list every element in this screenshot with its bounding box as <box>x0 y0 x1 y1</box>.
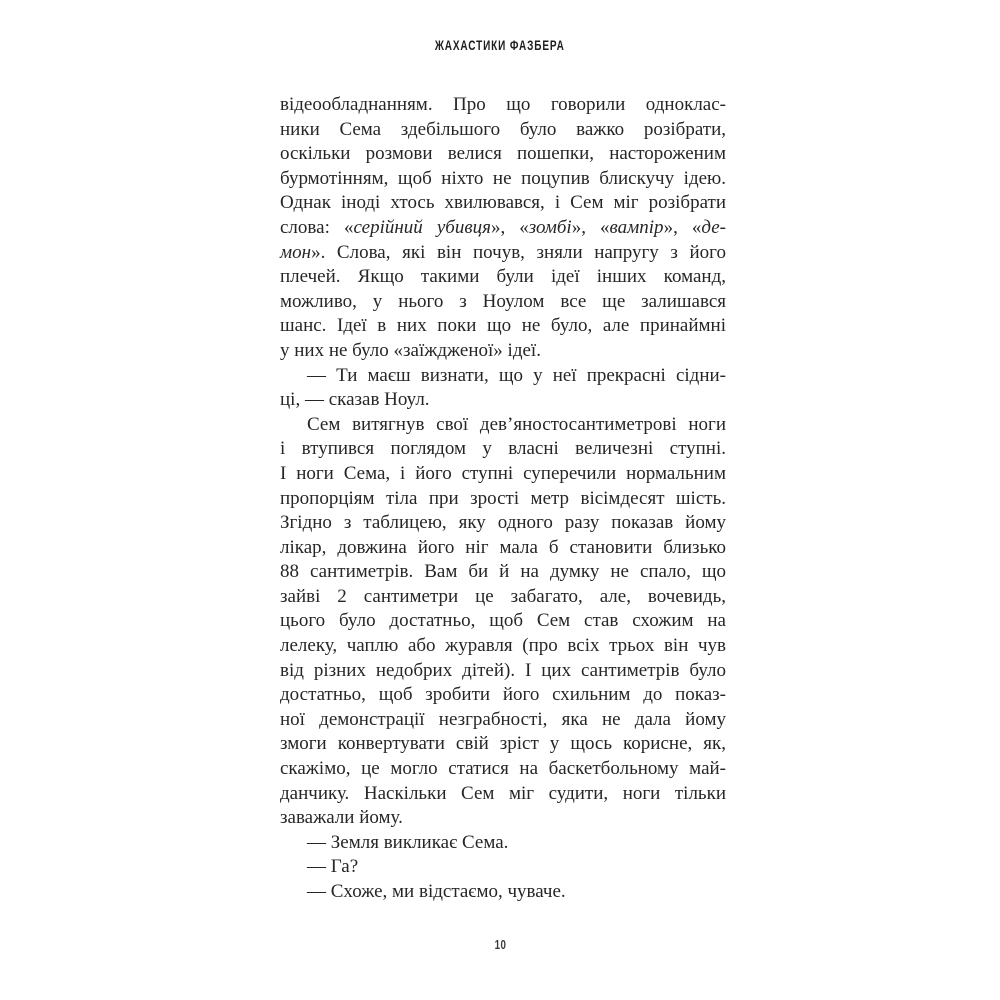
text-line <box>280 659 726 684</box>
text-line <box>280 93 726 118</box>
text-segment: заважали йому. <box>280 807 403 829</box>
text-line <box>280 290 726 315</box>
text-segment: Згідно з таблицею, яку одного разу показав йому <box>280 512 726 534</box>
text-segment: зайві 2 сантиметри це забагато, але, вочевидь, <box>280 585 726 607</box>
text-segment: ». Слова, які він почув, зняли напругу з його <box>311 241 726 263</box>
text-segment: данчику. Наскільки Сем міг судити, ноги тільки <box>280 782 726 804</box>
text-segment: відеообладнанням. Про що говорили одноклас- <box>280 94 726 115</box>
text-segment: лелеку, чаплю або журавля (про всіх трьох він чув <box>280 635 726 657</box>
text-segment: — Га? <box>307 856 359 878</box>
text-segment: ники Сема здебільшого було важко розібрати, <box>280 118 726 140</box>
text-block <box>280 93 726 905</box>
text-segment: 88 сантиметрів. Вам би й на думку не спало, що <box>280 561 726 583</box>
text-line <box>280 757 726 782</box>
text-line <box>280 167 726 192</box>
text-segment: цього було достатньо, щоб Сем став схожим на <box>280 610 726 632</box>
page-number-value: 10 <box>494 938 506 952</box>
text-segment-italic: вампір <box>609 216 664 238</box>
text-line <box>280 732 726 757</box>
text-line <box>280 585 726 610</box>
page-number <box>0 938 1000 952</box>
text-segment: Сем витягнув свої дев’яностосантиметрові ноги <box>307 413 726 435</box>
text-segment: достатньо, щоб зробити його схильним до показ- <box>280 684 726 706</box>
text-line <box>280 487 726 512</box>
text-segment: бурмотінням, щоб ніхто не поцупив блискучу ідею. <box>280 167 726 189</box>
text-segment: можливо, у нього з Ноулом все ще залишався <box>280 290 726 312</box>
text-line <box>280 339 726 364</box>
text-segment: — Схоже, ми відстаємо, чуваче. <box>307 881 566 902</box>
text-segment: », « <box>663 216 702 238</box>
text-line <box>280 782 726 807</box>
text-line <box>280 609 726 634</box>
text-line <box>280 437 726 462</box>
text-line <box>280 241 726 266</box>
text-segment: ці, — сказав Ноул. <box>280 389 430 411</box>
text-line <box>280 708 726 733</box>
text-segment: пропорціям тіла при зрості метр вісімдесят шість. <box>280 487 726 509</box>
running-header-title: ЖАХАСТИКИ ФАЗБЕРА <box>435 38 565 53</box>
text-segment: оскільки розмови велися пошепки, настороженим <box>280 143 726 165</box>
text-segment: », « <box>571 216 610 238</box>
text-line <box>280 216 726 241</box>
text-segment: слова: « <box>280 216 354 238</box>
running-header <box>0 38 1000 53</box>
text-line <box>280 806 726 831</box>
text-line <box>280 536 726 561</box>
text-line <box>280 560 726 585</box>
text-segment: — Ти маєш визнати, що у неї прекрасні сідни- <box>307 364 726 386</box>
text-segment: — Земля викликає Сема. <box>307 831 509 853</box>
text-line <box>280 388 726 413</box>
text-segment: шанс. Ідеї в них поки що не було, але принаймні <box>280 315 726 337</box>
text-segment: лікар, довжина його ніг мала б становити близько <box>280 536 726 558</box>
text-segment-italic: серійний убивця <box>353 216 491 238</box>
text-line <box>280 314 726 339</box>
text-line <box>280 191 726 216</box>
text-segment: скажімо, це могло статися на баскетбольному май- <box>280 758 726 780</box>
text-segment-italic: мон <box>280 241 312 263</box>
text-segment: і втупився поглядом у власні величезні ступні. <box>280 438 726 460</box>
text-segment: у них не було «заїждженої» ідеї. <box>280 339 541 361</box>
text-segment: І ноги Сема, і його ступні суперечили нормальним <box>280 462 726 484</box>
text-segment-italic: зомбі <box>528 216 572 238</box>
text-segment: », « <box>490 216 529 238</box>
text-line <box>280 831 726 856</box>
text-segment: Однак іноді хтось хвилювався, і Сем міг розібрати <box>280 192 726 214</box>
text-segment: плечей. Якщо такими були ідеї інших команд, <box>280 266 726 288</box>
text-line <box>280 634 726 659</box>
text-segment-italic: де- <box>701 216 727 238</box>
text-line <box>280 511 726 536</box>
text-line <box>280 462 726 487</box>
text-line <box>280 118 726 143</box>
text-line <box>280 880 726 905</box>
text-line <box>280 142 726 167</box>
text-line <box>280 364 726 389</box>
text-line <box>280 413 726 438</box>
text-segment: ної демонстрації незграбності, яка не дала йому <box>280 708 726 730</box>
text-segment: змоги конвертувати свій зріст у щось корисне, як, <box>280 733 726 755</box>
text-line <box>280 855 726 880</box>
text-line <box>280 683 726 708</box>
text-line <box>280 265 726 290</box>
text-segment: від різних недобрих дітей). І цих сантиметрів було <box>280 659 726 681</box>
